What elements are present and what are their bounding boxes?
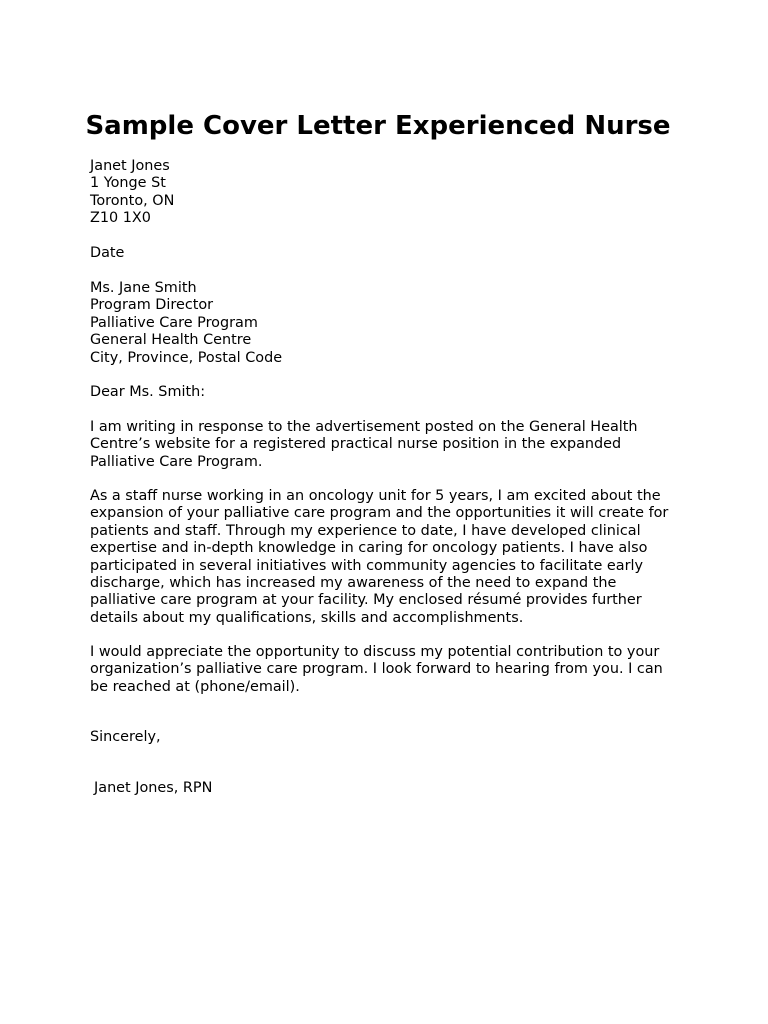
- paragraph-line: expansion of your palliative care program and the opportunities it will create for: [90, 505, 669, 522]
- sender-name: Janet Jones: [90, 158, 170, 174]
- document-title: Sample Cover Letter Experienced Nurse: [85, 111, 671, 141]
- signature: [94, 780, 694, 797]
- paragraph-line: I would appreciate the opportunity to discuss my potential contribution to your: [90, 644, 660, 660]
- paragraph-line: participated in several initiatives with community agencies to facilitate early: [90, 557, 643, 574]
- recipient-title: Program Director: [90, 297, 214, 314]
- letter-date: [90, 245, 690, 262]
- paragraph-2: [90, 488, 690, 627]
- paragraph-line: organization’s palliative care program. I look forward to hearing from you. I can: [90, 661, 663, 678]
- recipient-location: City, Province, Postal Code: [90, 349, 283, 366]
- sender-street: 1 Yonge St: [90, 175, 166, 192]
- paragraph-line: As a staff nurse working in an oncology unit for 5 years, I am excited about the: [90, 488, 661, 504]
- closing: [90, 729, 690, 746]
- paragraph-line: discharge, which has increased my awareness of the need to expand the: [90, 574, 617, 591]
- recipient-program: Palliative Care Program: [90, 314, 258, 331]
- sender-postal-code: Z10 1X0: [90, 210, 151, 227]
- sender-address: [90, 158, 690, 228]
- paragraph-line: be reached at (phone/email).: [90, 678, 300, 695]
- paragraph-line: Centre’s website for a registered practical nurse position in the expanded: [90, 436, 622, 453]
- paragraph-line: expertise and in-depth knowledge in caring for oncology patients. I have also: [90, 540, 648, 557]
- paragraph-line: Palliative Care Program.: [90, 453, 263, 470]
- recipient-address: [90, 280, 690, 367]
- date-text: Date: [90, 245, 125, 261]
- paragraph-line: patients and staff. Through my experience to date, I have developed clinical: [90, 522, 641, 539]
- salutation-text: Dear Ms. Smith:: [90, 384, 206, 400]
- paragraph-1: [90, 419, 690, 471]
- signature-text: Janet Jones, RPN: [94, 780, 213, 796]
- paragraph-3: [90, 644, 690, 696]
- paragraph-line: I am writing in response to the advertisement posted on the General Health: [90, 419, 638, 435]
- closing-text: Sincerely,: [90, 729, 161, 745]
- recipient-organization: General Health Centre: [90, 332, 252, 349]
- salutation: [90, 384, 690, 401]
- paragraph-line: details about my qualifications, skills and accomplishments.: [90, 609, 524, 626]
- sender-city: Toronto, ON: [90, 192, 175, 209]
- paragraph-line: palliative care program at your facility. My enclosed résumé provides further: [90, 592, 642, 609]
- recipient-name: Ms. Jane Smith: [90, 280, 197, 296]
